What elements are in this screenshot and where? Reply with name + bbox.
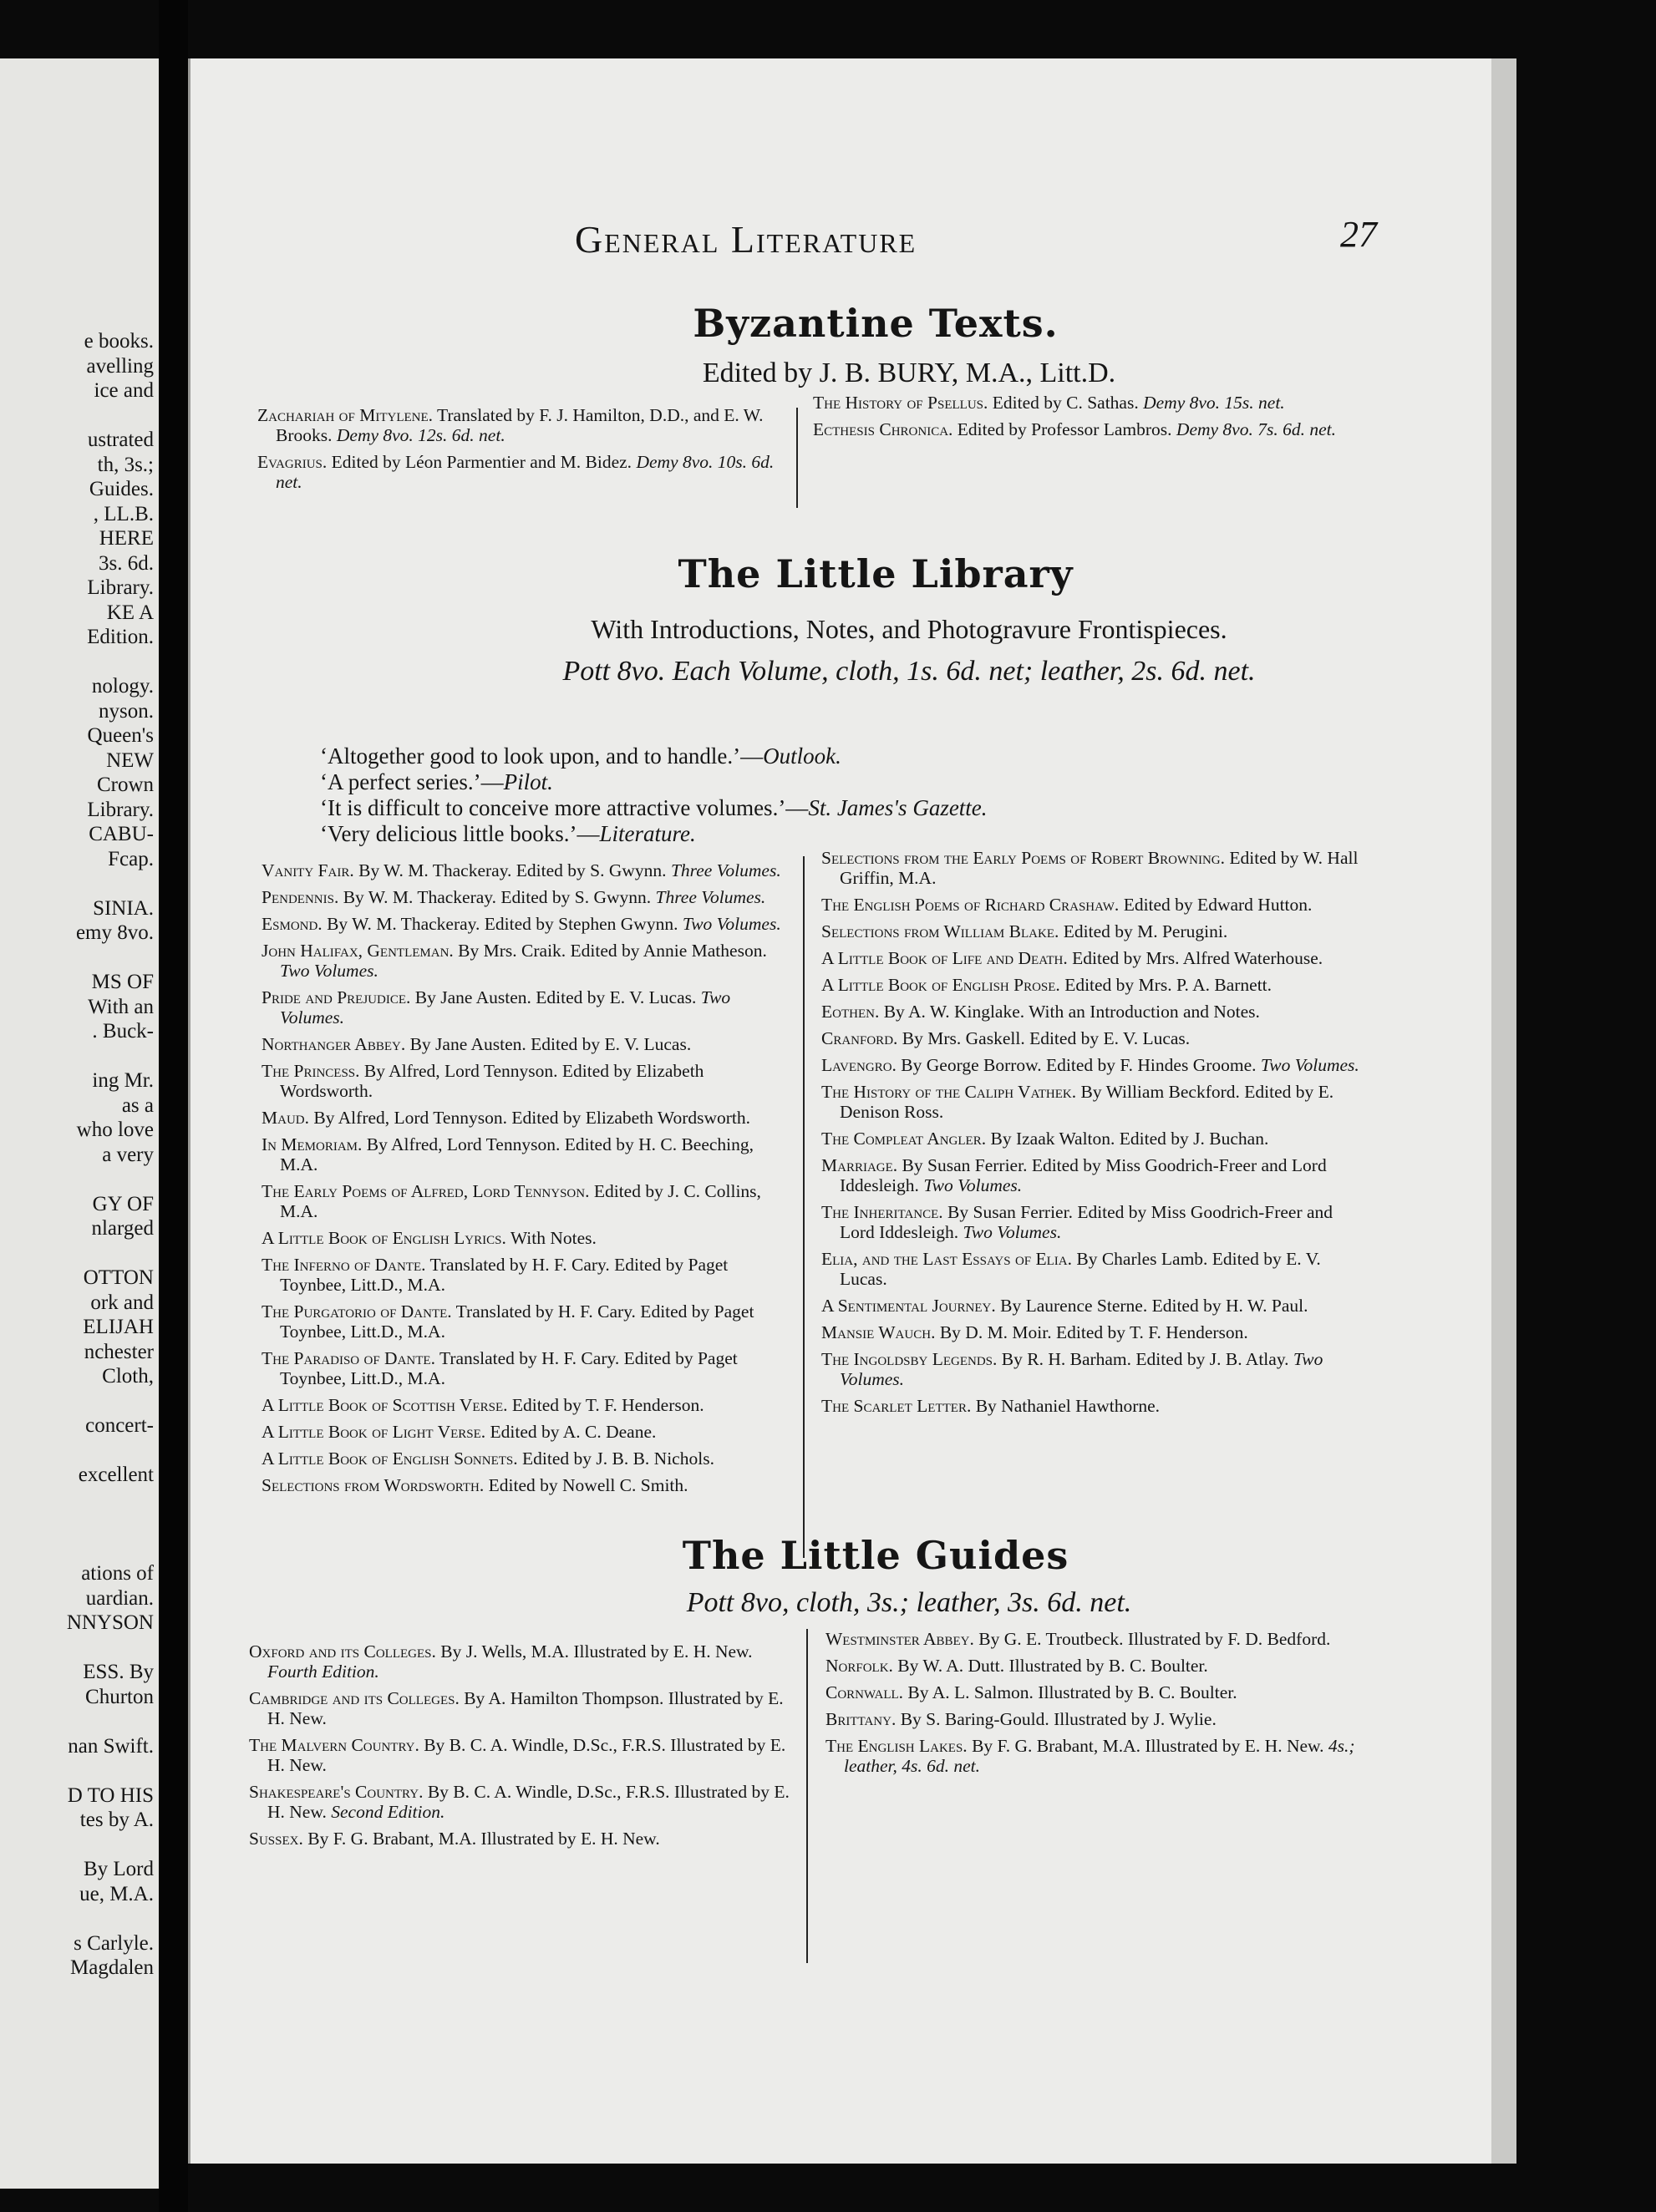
- margin-fragment: KE A: [106, 601, 154, 624]
- entry-note: Demy 8vo. 15s. net.: [1143, 393, 1285, 413]
- margin-fragment: concert-: [85, 1414, 154, 1437]
- entry-details: Edited by C. Sathas.: [988, 393, 1144, 413]
- entry-title: Norfolk.: [825, 1656, 893, 1676]
- quote-source: St. James's Gazette.: [808, 795, 988, 820]
- catalogue-entry: [262, 860, 788, 880]
- catalogue-entry: [825, 1656, 1360, 1676]
- entry-title: The Early Poems of Alfred, Lord Tennyson.: [262, 1181, 590, 1201]
- margin-fragment: s Carlyle.: [74, 1931, 154, 1955]
- press-quote: [320, 743, 988, 769]
- entry-details: Edited by J. C. Collins, M.A.: [280, 1181, 761, 1221]
- margin-fragment: as a: [121, 1093, 154, 1117]
- entry-title: Selections from the Early Poems of Robert Browning.: [821, 848, 1225, 868]
- entry-details: Edited by A. C. Deane.: [485, 1422, 657, 1442]
- entry-note: Three Volumes.: [655, 887, 766, 907]
- entry-title: Vanity Fair.: [262, 860, 354, 880]
- entry-details: Edited by Nowell C. Smith.: [484, 1475, 688, 1495]
- entry-details: By R. H. Barham. Edited by J. B. Atlay.: [997, 1349, 1293, 1369]
- entry-title: The History of the Caliph Vathek.: [821, 1082, 1077, 1102]
- margin-fragment: Magdalen: [70, 1956, 154, 1979]
- entry-note: Fourth Edition.: [267, 1662, 379, 1682]
- margin-fragment: Edition.: [87, 626, 154, 648]
- press-quote: [320, 821, 988, 847]
- margin-fragment: a very: [102, 1143, 154, 1166]
- byzantine-texts-heading: Byzantine Texts.: [693, 301, 1059, 346]
- catalogue-entry: [821, 1349, 1364, 1389]
- previous-page-fragment: [0, 58, 159, 2189]
- margin-fragment: ELIJAH: [83, 1316, 154, 1338]
- entry-title: A Little Book of Life and Death.: [821, 948, 1068, 968]
- catalogue-entry: [821, 921, 1364, 941]
- entry-note: Two Volumes.: [280, 961, 378, 981]
- entry-details: By Izaak Walton. Edited by J. Buchan.: [986, 1129, 1269, 1149]
- catalogue-entry: [821, 1002, 1364, 1022]
- catalogue-entry: [262, 1061, 788, 1101]
- entry-title: Westminster Abbey.: [825, 1629, 974, 1649]
- catalogue-entry: [262, 1422, 788, 1442]
- catalogue-entry: [249, 1688, 792, 1728]
- entry-details: By George Borrow. Edited by F. Hindes Groome.: [896, 1055, 1261, 1075]
- entry-details: With Notes.: [505, 1228, 597, 1248]
- catalogue-entry: [813, 393, 1356, 413]
- catalogue-entry: [262, 1108, 788, 1128]
- entry-details: By B. C. A. Windle, D.Sc., F.R.S. Illustrated by E. H. New.: [267, 1782, 790, 1822]
- little-guides-price: Pott 8vo, cloth, 3s.; leather, 3s. 6d. net.: [686, 1587, 1132, 1618]
- catalogue-entry: [262, 987, 788, 1027]
- little-library-heading: The Little Library: [678, 551, 1074, 596]
- entry-details: Edited by Léon Parmentier and M. Bidez.: [327, 452, 637, 472]
- margin-fragment: Churton: [85, 1685, 154, 1708]
- entry-details: By W. A. Dutt. Illustrated by B. C. Boulter.: [892, 1656, 1208, 1676]
- margin-fragment: ue, M.A.: [79, 1882, 154, 1905]
- catalogue-entry: [262, 941, 788, 981]
- entry-title: Selections from Wordsworth.: [262, 1475, 485, 1495]
- catalogue-entry: [262, 1448, 788, 1469]
- margin-fragment: By Lord: [83, 1858, 154, 1880]
- book-page: [188, 58, 1494, 2164]
- entry-details: By Alfred, Lord Tennyson. Edited by H. C. Beeching, M.A.: [280, 1134, 754, 1174]
- entry-details: Translated by H. F. Cary. Edited by Paget Toynbee, Litt.D., M.A.: [280, 1348, 738, 1388]
- margin-fragment: MS OF: [91, 971, 154, 993]
- entry-note: Two Volumes.: [923, 1175, 1023, 1195]
- catalogue-entry: [262, 1348, 788, 1388]
- press-quote: [320, 769, 988, 795]
- little-library-subtitle: With Introductions, Notes, and Photogravure Frontispieces.: [591, 614, 1227, 644]
- entry-details: By F. G. Brabant, M.A. Illustrated by E. H. New.: [302, 1829, 660, 1849]
- catalogue-entry: [821, 1155, 1364, 1195]
- margin-fragment: nlarged: [91, 1217, 154, 1240]
- margin-fragment: ations of: [81, 1562, 154, 1585]
- margin-fragment: th, 3s.;: [97, 453, 154, 476]
- margin-fragment: nan Swift.: [68, 1734, 154, 1758]
- page-number: 27: [1340, 214, 1377, 255]
- entry-details: Translated by F. J. Hamilton, D.D., and E. W. Brooks.: [276, 405, 764, 445]
- entry-title: John Halifax, Gentleman.: [262, 941, 454, 961]
- margin-fragment: ork and: [90, 1291, 154, 1314]
- catalogue-entry: [257, 405, 780, 445]
- margin-fragment: avelling: [86, 354, 154, 378]
- entry-title: Mansie Wauch.: [821, 1322, 936, 1342]
- margin-fragment: . Buck-: [92, 1020, 154, 1043]
- quote-source: Pilot.: [503, 769, 553, 794]
- catalogue-entry: [821, 948, 1364, 968]
- catalogue-entry: [262, 1395, 788, 1415]
- entry-title: Esmond.: [262, 914, 323, 934]
- catalogue-entry: [813, 419, 1356, 439]
- catalogue-entry: [262, 1134, 788, 1174]
- entry-title: The Purgatorio of Dante.: [262, 1301, 452, 1322]
- entry-title: The English Poems of Richard Crashaw.: [821, 895, 1120, 915]
- catalogue-entry: [821, 1082, 1364, 1122]
- column-divider: [806, 1629, 808, 1963]
- catalogue-entry: [249, 1829, 792, 1849]
- entry-title: Cornwall.: [825, 1682, 904, 1702]
- margin-fragment: GY OF: [92, 1192, 154, 1215]
- catalogue-entry: [249, 1641, 792, 1682]
- entry-title: Cambridge and its Colleges.: [249, 1688, 460, 1708]
- entry-details: By A. W. Kinglake. With an Introduction and Notes.: [879, 1002, 1260, 1022]
- column-divider: [803, 856, 805, 1558]
- entry-details: By G. E. Troutbeck. Illustrated by F. D. Bedford.: [973, 1629, 1331, 1649]
- press-quote: [320, 795, 988, 821]
- margin-fragment: 3s. 6d.: [99, 551, 154, 575]
- margin-fragment: ESS. By: [83, 1661, 154, 1683]
- catalogue-entry: [262, 887, 788, 907]
- margin-fragment: nology.: [91, 675, 154, 698]
- little-guides-right-column: [825, 1629, 1360, 1783]
- entry-details: By D. M. Moir. Edited by T. F. Henderson.: [935, 1322, 1248, 1342]
- entry-note: 4s.; leather, 4s. 6d. net.: [844, 1736, 1355, 1776]
- catalogue-entry: [825, 1682, 1360, 1702]
- entry-details: By Jane Austen. Edited by E. V. Lucas.: [410, 987, 701, 1007]
- entry-details: By A. L. Salmon. Illustrated by B. C. Boulter.: [903, 1682, 1237, 1702]
- entry-details: Edited by Mrs. P. A. Barnett.: [1059, 975, 1272, 995]
- little-library-right-column: [821, 848, 1364, 1423]
- little-guides-heading: The Little Guides: [682, 1533, 1069, 1578]
- entry-details: By Charles Lamb. Edited by E. V. Lucas.: [840, 1249, 1321, 1289]
- catalogue-entry: [262, 1228, 788, 1248]
- entry-title: Oxford and its Colleges.: [249, 1641, 436, 1662]
- entry-note: Demy 8vo. 10s. 6d. net.: [276, 452, 775, 492]
- byzantine-editor-line: Edited by J. B. BURY, M.A., Litt.D.: [702, 358, 1116, 388]
- catalogue-entry: [262, 914, 788, 934]
- entry-details: By William Beckford. Edited by E. Denison Ross.: [840, 1082, 1334, 1122]
- entry-details: By F. G. Brabant, M.A. Illustrated by E. H. New.: [967, 1736, 1328, 1756]
- margin-fragment: Fcap.: [108, 847, 154, 870]
- entry-note: Two Volumes.: [1260, 1055, 1359, 1075]
- margin-fragment: Guides.: [89, 478, 154, 500]
- margin-fragment: nchester: [84, 1340, 154, 1363]
- margin-fragment: Library.: [87, 798, 154, 821]
- entry-note: Three Volumes.: [670, 860, 781, 880]
- catalogue-entry: [821, 848, 1364, 888]
- entry-title: Brittany.: [825, 1709, 897, 1729]
- catalogue-entry: [249, 1782, 792, 1822]
- entry-title: A Little Book of Light Verse.: [262, 1422, 486, 1442]
- entry-title: Pride and Prejudice.: [262, 987, 411, 1007]
- entry-title: The Princess.: [262, 1061, 360, 1081]
- catalogue-entry: [262, 1475, 788, 1495]
- entry-details: Edited by Professor Lambros.: [952, 419, 1176, 439]
- catalogue-entry: [249, 1735, 792, 1775]
- entry-details: By S. Baring-Gould. Illustrated by J. Wylie.: [896, 1709, 1217, 1729]
- little-library-price: Pott 8vo. Each Volume, cloth, 1s. 6d. net; leather, 2s. 6d. net.: [562, 656, 1256, 687]
- margin-fragment: HERE: [99, 527, 154, 550]
- margin-fragment: Library.: [87, 576, 154, 599]
- entry-title: The Inheritance.: [821, 1202, 943, 1222]
- quote-source: Literature.: [599, 821, 696, 846]
- entry-details: By W. M. Thackeray. Edited by S. Gwynn.: [338, 887, 656, 907]
- entry-details: Edited by Edward Hutton.: [1119, 895, 1313, 915]
- entry-details: By Jane Austen. Edited by E. V. Lucas.: [405, 1034, 692, 1054]
- entry-title: Lavengro.: [821, 1055, 897, 1075]
- margin-fragment: ustrated: [87, 429, 154, 451]
- margin-fragment: Cloth,: [102, 1365, 154, 1388]
- entry-details: By B. C. A. Windle, D.Sc., F.R.S. Illustrated by E. H. New.: [267, 1735, 786, 1775]
- entry-details: Edited by T. F. Henderson.: [507, 1395, 704, 1415]
- entry-title: Marriage.: [821, 1155, 898, 1175]
- quote-text: ‘Altogether good to look upon, and to handle.’—: [320, 743, 764, 769]
- entry-title: In Memoriam.: [262, 1134, 363, 1154]
- entry-details: By Mrs. Gaskell. Edited by E. V. Lucas.: [897, 1028, 1191, 1048]
- page-edge: [1491, 58, 1516, 2164]
- catalogue-entry: [262, 1034, 788, 1054]
- entry-title: Northanger Abbey.: [262, 1034, 406, 1054]
- book-gutter: [159, 0, 188, 2212]
- entry-note: Demy 8vo. 12s. 6d. net.: [336, 425, 505, 445]
- entry-details: By Alfred, Lord Tennyson. Edited by Elizabeth Wordsworth.: [280, 1061, 704, 1101]
- margin-fragment: NEW: [106, 748, 154, 772]
- entry-title: A Sentimental Journey.: [821, 1296, 996, 1316]
- catalogue-entry: [821, 975, 1364, 995]
- margin-fragment: D TO HIS: [67, 1783, 154, 1807]
- quote-source: Outlook.: [763, 743, 841, 769]
- margin-fragment: Queen's: [87, 724, 154, 747]
- catalogue-entry: [821, 895, 1364, 915]
- entry-note: Two Volumes.: [963, 1222, 1062, 1242]
- margin-fragment: With an: [88, 995, 154, 1018]
- entry-details: By Mrs. Craik. Edited by Annie Matheson.: [453, 941, 767, 961]
- margin-fragment: NNYSON: [66, 1611, 154, 1634]
- margin-fragment: emy 8vo.: [75, 921, 154, 944]
- quote-text: ‘It is difficult to conceive more attractive volumes.’—: [320, 795, 809, 820]
- entry-title: Ecthesis Chronica.: [813, 419, 953, 439]
- catalogue-entry: [821, 1028, 1364, 1048]
- byzantine-left-column: [257, 405, 780, 499]
- margin-fragment: e books.: [84, 330, 154, 353]
- margin-fragment: ing Mr.: [92, 1069, 154, 1092]
- margin-fragment: excellent: [78, 1464, 154, 1486]
- catalogue-entry: [262, 1255, 788, 1295]
- entry-details: By W. M. Thackeray. Edited by Stephen Gwynn.: [322, 914, 683, 934]
- entry-title: Cranford.: [821, 1028, 898, 1048]
- catalogue-entry: [821, 1396, 1364, 1416]
- catalogue-entry: [821, 1249, 1364, 1289]
- catalogue-entry: [262, 1181, 788, 1221]
- entry-title: A Little Book of English Prose.: [821, 975, 1060, 995]
- entry-title: Maud.: [262, 1108, 309, 1128]
- entry-details: By Laurence Sterne. Edited by H. W. Paul.: [995, 1296, 1308, 1316]
- entry-title: A Little Book of English Lyrics.: [262, 1228, 506, 1248]
- entry-title: Evagrius.: [257, 452, 328, 472]
- entry-note: Two Volumes.: [840, 1349, 1323, 1389]
- catalogue-entry: [821, 1055, 1364, 1075]
- entry-note: Second Edition.: [331, 1802, 445, 1822]
- quote-text: ‘A perfect series.’—: [320, 769, 504, 794]
- catalogue-entry: [262, 1301, 788, 1342]
- margin-fragment: tes by A.: [79, 1809, 154, 1831]
- entry-note: Two Volumes.: [682, 914, 781, 934]
- entry-details: By Alfred, Lord Tennyson. Edited by Elizabeth Wordsworth.: [309, 1108, 751, 1128]
- entry-details: By Susan Ferrier. Edited by Miss Goodrich-Freer and Lord Iddesleigh.: [840, 1202, 1333, 1242]
- entry-details: By J. Wells, M.A. Illustrated by E. H. New.: [435, 1641, 753, 1662]
- entry-details: Edited by J. B. B. Nichols.: [517, 1448, 714, 1469]
- entry-title: Pendennis.: [262, 887, 339, 907]
- margin-fragment: uardian.: [85, 1586, 154, 1610]
- byzantine-right-column: [813, 393, 1356, 446]
- entry-title: Shakespeare's Country.: [249, 1782, 424, 1802]
- catalogue-entry: [821, 1202, 1364, 1242]
- entry-note: Demy 8vo. 7s. 6d. net.: [1176, 419, 1336, 439]
- entry-title: A Little Book of Scottish Verse.: [262, 1395, 508, 1415]
- margin-fragment: who love: [76, 1119, 154, 1141]
- entry-note: Two Volumes.: [280, 987, 731, 1027]
- entry-title: The Malvern Country.: [249, 1735, 419, 1755]
- catalogue-entry: [821, 1296, 1364, 1316]
- entry-title: Eothen.: [821, 1002, 880, 1022]
- entry-details: By Susan Ferrier. Edited by Miss Goodrich-Freer and Lord Iddesleigh.: [840, 1155, 1327, 1195]
- entry-title: The Scarlet Letter.: [821, 1396, 972, 1416]
- entry-title: The History of Psellus.: [813, 393, 988, 413]
- entry-title: The Compleat Angler.: [821, 1129, 987, 1149]
- entry-details: By W. M. Thackeray. Edited by S. Gwynn.: [353, 860, 671, 880]
- entry-title: Sussex.: [249, 1829, 303, 1849]
- catalogue-entry: [821, 1129, 1364, 1149]
- entry-title: The Inferno of Dante.: [262, 1255, 426, 1275]
- entry-title: The Ingoldsby Legends.: [821, 1349, 998, 1369]
- margin-fragment: SINIA.: [93, 896, 154, 920]
- margin-fragment: nyson.: [99, 699, 154, 723]
- entry-details: By Nathaniel Hawthorne.: [971, 1396, 1161, 1416]
- press-quotes: [320, 743, 988, 847]
- running-head: General Literature: [575, 218, 917, 261]
- catalogue-entry: [257, 452, 780, 492]
- entry-details: By A. Hamilton Thompson. Illustrated by E. H. New.: [267, 1688, 784, 1728]
- catalogue-entry: [821, 1322, 1364, 1342]
- entry-details: Edited by Mrs. Alfred Waterhouse.: [1067, 948, 1323, 968]
- entry-title: Selections from William Blake.: [821, 921, 1059, 941]
- catalogue-entry: [825, 1736, 1360, 1776]
- margin-fragment: CABU-: [89, 823, 154, 845]
- quote-text: ‘Very delicious little books.’—: [320, 821, 600, 846]
- entry-details: Translated by H. F. Cary. Edited by Paget Toynbee, Litt.D., M.A.: [280, 1255, 729, 1295]
- entry-title: The Paradiso of Dante.: [262, 1348, 435, 1368]
- entry-title: Elia, and the Last Essays of Elia.: [821, 1249, 1072, 1269]
- column-divider: [796, 408, 798, 508]
- entry-details: Edited by M. Perugini.: [1059, 921, 1228, 941]
- margin-fragment: OTTON: [83, 1266, 154, 1289]
- little-guides-left-column: [249, 1641, 792, 1855]
- catalogue-entry: [825, 1629, 1360, 1649]
- margin-fragment: Crown: [96, 774, 154, 796]
- entry-title: A Little Book of English Sonnets.: [262, 1448, 518, 1469]
- catalogue-entry: [825, 1709, 1360, 1729]
- entry-details: Translated by H. F. Cary. Edited by Paget Toynbee, Litt.D., M.A.: [280, 1301, 754, 1342]
- entry-title: Zachariah of Mitylene.: [257, 405, 434, 425]
- little-library-left-column: [262, 860, 788, 1502]
- margin-fragment: ice and: [94, 379, 154, 402]
- entry-title: The English Lakes.: [825, 1736, 968, 1756]
- margin-fragment: , LL.B.: [93, 502, 154, 525]
- entry-details: Edited by W. Hall Griffin, M.A.: [840, 848, 1359, 888]
